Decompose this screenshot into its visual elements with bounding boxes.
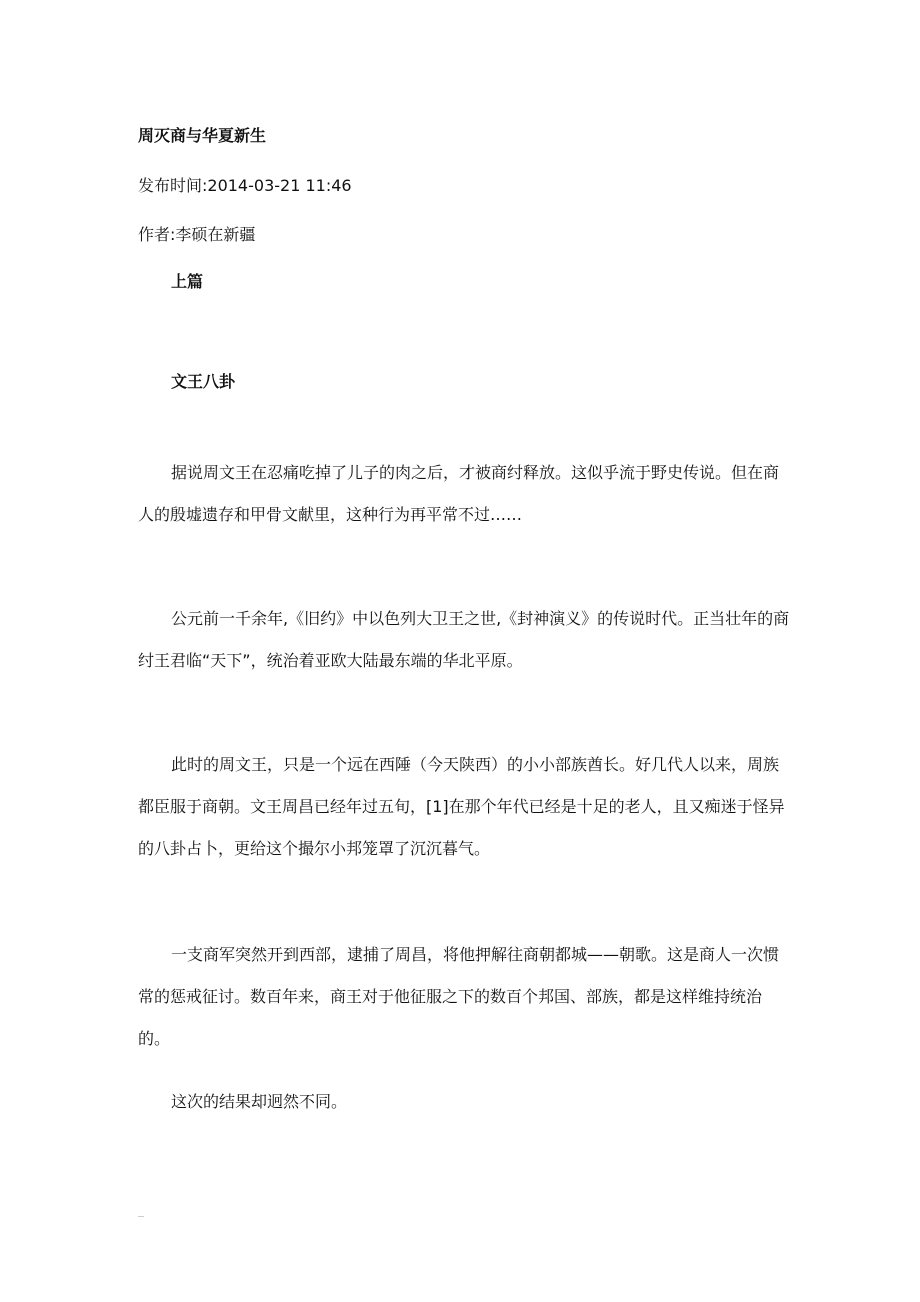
publish-time: 发布时间:2014-03-21 11:46 (138, 176, 352, 195)
paragraph-1: 据说周文王在忍痛吃掉了儿子的肉之后，才被商纣释放。这似乎流于野史传说。但在商人的殷墟遗存和甲骨文献里，这种行为再平常不过…… (138, 463, 780, 524)
paragraph-5: 这次的结果却迥然不同。 (171, 1092, 348, 1111)
section-heading: 上篇 (171, 272, 204, 291)
paragraph-4: 一支商军突然开到西部，逮捕了周昌，将他押解往商朝都城——朝歌。这是商人一次惯常的惩戒征讨。数百年来，商王对于他征服之下的数百个邦国、部族，都是这样维持统治的。 (138, 945, 780, 1048)
chapter-heading: 文王八卦 (171, 372, 236, 391)
page-footer-mark (138, 1216, 144, 1217)
paragraph-2: 公元前一千余年,《旧约》中以色列大卫王之世,《封神演义》的传说时代。正当壮年的商纣王君临“天下”，统治着亚欧大陆最东端的华北平原。 (138, 609, 790, 670)
paragraph-3: 此时的周文王，只是一个远在西陲（今天陕西）的小小部族酋长。好几代人以来，周族都臣服于商朝。文王周昌已经年过五旬，[1]在那个年代已经是十足的老人，且又痴迷于怪异的八卦占卜，更给这个撮尔小邦笼罩了沉沉暮气。 (138, 755, 785, 858)
article-title: 周灭商与华夏新生 (138, 126, 267, 145)
author-line: 作者:李硕在新疆 (138, 225, 256, 244)
